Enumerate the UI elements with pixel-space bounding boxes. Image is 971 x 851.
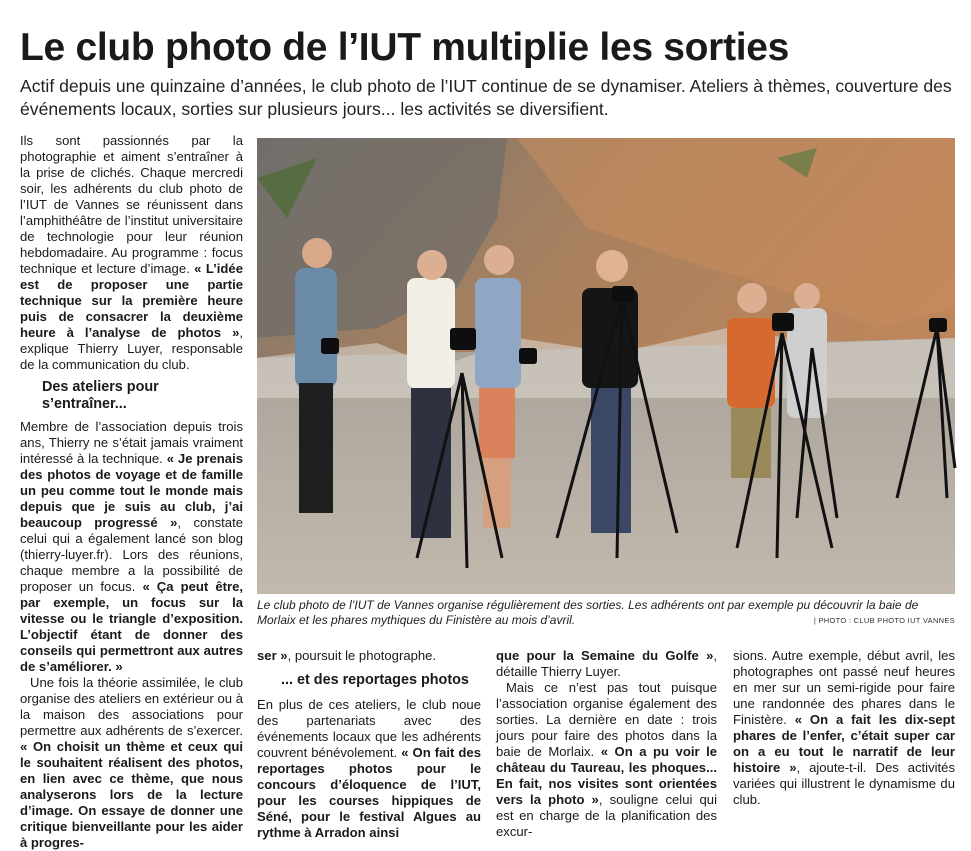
article-lead: Actif depuis une quinzaine d’années, le club photo de l’IUT continue de se dynamiser. Ateliers à thèmes, couverture des événements locaux, sorties sur plusieurs jours... les activités se diversifient. <box>20 76 952 119</box>
paragraph: ser », poursuit le photographe. <box>257 648 437 663</box>
subheading: Des ateliers pour s’entraîner... <box>42 379 159 412</box>
quote: ser » <box>257 648 288 663</box>
paragraph: Membre de l’association depuis trois ans, Thierry ne s’était jamais vraiment intéressé à la technique. « Je prenais des photos de voyage et de famille un peu comme tout le monde mais depuis que je suis au club, j’ai beaucoup progressé », constate celui qui a également lancé son blog (thierry-luyer.fr). Lors des réunions, chaque membre a la possibilité de proposer un focus. « Ça peut être, par exemple, un focus sur la vitesse ou le triangle d’exposition. L’objectif étant de donner des conseils qui permettront aux autres de s’améliorer. » <box>20 419 244 674</box>
quote: « On fait des reportages photos pour le concours d’éloquence de l’IUT, pour les courses hippiques de Séné, pour le festival Algues au rythme à Arradon ainsi <box>257 745 481 840</box>
article-photo <box>257 138 955 594</box>
quote: « Ça peut être, par exemple, un focus sur la vitesse ou le triangle d’exposition. L’objectif étant de donner des conseils qui permettront aux autres de s’améliorer. » <box>20 579 244 674</box>
photo-caption: Le club photo de l’IUT de Vannes organise régulièrement des sorties. Les adhérents ont par exemple pu découvrir la baie de Morlaix et les phares mythiques du Finistère au mois d’avril. <box>257 598 919 627</box>
photographers-photo-illustration <box>257 138 955 594</box>
paragraph: Mais ce n’est pas tout puisque l’association organise également des sorties. La dernière en date : trois jours pour faire des photos dans la baie de Morlaix. « On a pu voir le château du Taureau, les phoques... En fait, nos visites sont orientées vers la photo », souligne celui qui est en charge de la planification des excur- <box>496 680 717 839</box>
quote: « Je prenais des photos de voyage et de famille un peu comme tout le monde mais depuis que je suis au club, j’ai beaucoup progressé » <box>20 451 243 530</box>
article-column-1 <box>20 133 243 851</box>
quote: « On a fait les dix-sept phares de l’enfer, c’était super car on a eu tout le narratif de leur histoire » <box>733 712 956 775</box>
quote: « L’idée est de proposer une partie technique sur la première heure puis de consacrer la deuxième heure à l’analyse de photos » <box>20 261 243 340</box>
quote: que pour la Semaine du Golfe » <box>496 648 714 663</box>
quote: « On choisit un thème et ceux qui le souhaitent réalisent des photos, en lien avec ce thème, que nous analyserons lors de la lecture d’image. On essaye de donner une critique bienveillante pour les aider à progres- <box>20 739 243 850</box>
subheading: ... et des reportages photos <box>281 672 469 688</box>
article-column-4 <box>733 648 955 808</box>
paragraph: que pour la Semaine du Golfe », détaille Thierry Luyer. <box>496 648 717 679</box>
paragraph: Une fois la théorie assimilée, le club organise des ateliers en extérieur ou à la maison des associations pour permettre aux adhérents de s’exercer. « On choisit un thème et ceux qui le souhaitent réalisent des photos, en lien avec ce thème, que nous analyserons lors de la lecture d’image. On essaye de donner une critique bienveillante pour les aider à progres- <box>20 675 243 850</box>
paragraph: Ils sont passionnés par la photographie et aiment s’entraîner à la prise de clichés. Chaque mercredi soir, les adhérents du club photo de l’IUT de Vannes se réunissent dans l’amphithéâtre de l’institut universitaire de technologie pour leur réunion hebdomadaire. Au programme : focus technique et lecture d’image. « L’idée est de proposer une partie technique sur la première heure puis de consacrer la deuxième heure à l’analyse de photos », explique Thierry Luyer, responsable de la communication du club. <box>20 133 243 372</box>
quote: « On a pu voir le château du Taureau, les phoques... En fait, nos visites sont orientées vers la photo » <box>496 744 717 807</box>
paragraph: En plus de ces ateliers, le club noue des partenariats avec des événements locaux que les adhérents couvrent bénévolement. « On fait des reportages photos pour le concours d’éloquence de l’IUT, pour les courses hippiques de Séné, pour le festival Algues au rythme à Arradon ainsi <box>257 697 481 840</box>
article-headline: Le club photo de l’IUT multiplie les sorties <box>20 26 790 69</box>
article-column-2 <box>257 648 481 841</box>
paragraph: sions. Autre exemple, début avril, les photographes ont passé neuf heures en mer sur un semi-rigide pour faire une randonnée des phares dans le Finistère. « On a fait les dix-sept phares de l’enfer, c’était super car on a eu tout le narratif de leur histoire », ajoute-t-il. Des activités variées qui illustrent le dynamisme du club. <box>733 648 956 807</box>
photo-credit: | PHOTO : CLUB PHOTO IUT VANNES <box>813 616 955 625</box>
article-column-3 <box>496 648 717 840</box>
